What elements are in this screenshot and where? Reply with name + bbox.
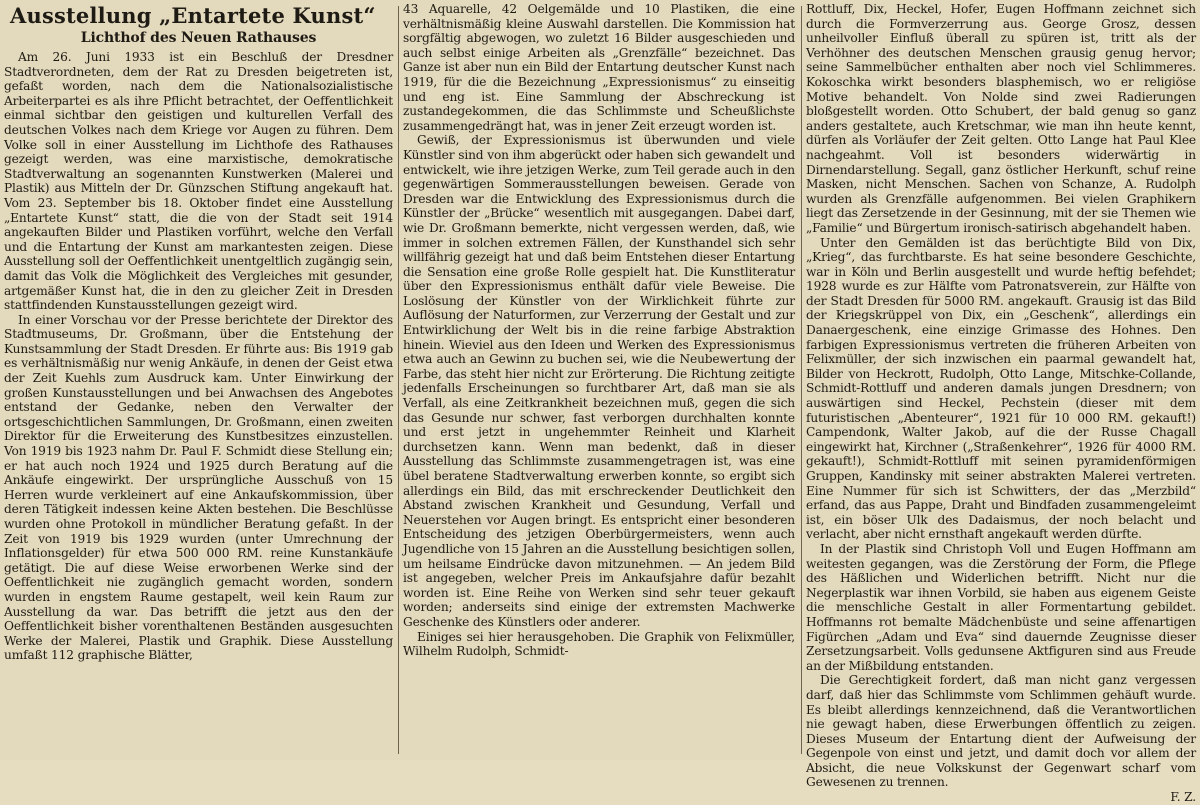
article-column-3 [806, 2, 1196, 805]
paragraph: Am 26. Juni 1933 ist ein Beschluß der Dresdner Stadtverordneten, dem der Rat zu Dresden beigetreten ist, gefaßt worden, nach dem die Nationalsozialistische Arbeiterpartei es als ihre Pflicht betrachtet, der Oeffentlichkeit einmal sichtbar den geistigen und kulturellen Verfall des deutschen Volkes nach dem Kriege vor Augen zu führen. Dem Volke soll in einer Ausstellung im Lichthofe des Rathauses gezeigt werden, was eine marxistische, demokratische Stadtverwaltung an sogenannten Kunstwerken (Malerei und Plastik) aus Mitteln der Dr. Günzschen Stiftung angekauft hat. Vom 23. September bis 18. Oktober findet eine Ausstellung „Entartete Kunst“ statt, die die von der Stadt seit 1914 angekauften Bilder und Plastiken vorführt, welche den Verfall und die Entartung der Kunst am markantesten zeigen. Diese Ausstellung soll der Oeffentlichkeit unentgeltlich zugängig sein, damit das Volk die Möglichkeit des Vergleiches mit gesunder, artgemäßer Kunst hat, die in den zu gleicher Zeit in Dresden stattfindenden Kunstausstellungen gezeigt wird. [4, 50, 393, 313]
article-column-2 [403, 2, 795, 760]
paragraph: In der Plastik sind Christoph Voll und Eugen Hoffmann am weitesten gegangen, was die Zerstörung der Form, die Pflege des Häßlichen und Widerlichen betrifft. Nicht nur die Negerplastik war ihnen Vorbild, sie haben aus eigenem Geiste die menschliche Gestalt in aller Formentartung gebildet. Hoffmanns rot bemalte Mädchenbüste und seine affenartigen Figürchen „Adam und Eva“ sind dauernde Zeugnisse dieser Zersetzungsarbeit. Volls gedunsene Aktfiguren sind aus Freude an der Mißbildung entstanden. [806, 541, 1196, 673]
paragraph: Die Gerechtigkeit fordert, daß man nicht ganz vergessen darf, daß hier das Schlimmste vom Schlimmen gehäuft wurde. Es bleibt allerdings kennzeichnend, daß die Verantwortlichen nie gewagt haben, diese Erwerbungen öffentlich zu zeigen. Dieses Museum der Entartung dient der Aufweisung der Gegenpole von einst und jetzt, und damit doch vor allem der Absicht, die neue Volkskunst der Gegenwart scharf vom Gewesenen zu trennen. [806, 673, 1196, 790]
column-divider [801, 6, 802, 754]
article-column-1 [4, 2, 393, 760]
article-subhead: Lichthof des Neuen Rathauses [80, 30, 317, 46]
column-divider [398, 6, 399, 754]
paragraph: Unter den Gemälden ist das berüchtigte Bild von Dix, „Krieg“, das furchtbarste. Es hat seine besondere Geschichte, war in Köln und Berlin ausgestellt und wurde heftig befehdet; 1928 wurde es zur Hälfte vom Patronatsverein, zur Hälfte von der Stadt Dresden für 5000 RM. angekauft. Grausig ist das Bild der Kriegskrüppel von Dix, ein „Geschenk“, allerdings ein Danaergeschenk, eine einzige Grimasse des Hohnes. Den farbigen Expressionismus vertreten die früheren Arbeiten von Felixmüller, der sich inzwischen ein paarmal gewandelt hat, Bilder von Heckrott, Rudolph, Otto Lange, Mitschke-Collande, Schmidt-Rottluff und anderen damals jungen Dresdnern; von auswärtigen sind Heckel, Pechstein (dieser mit dem futuristischen „Abenteurer“, 1921 für 10 000 RM. gekauft!) Campendonk, Walter Jakob, auf die der Russe Chagall eingewirkt hat, Kirchner („Straßenkehrer“, 1926 für 4000 RM. gekauft!), Schmidt-Rottluff mit seinen pyramidenförmigen Gruppen, Kandinsky mit seiner abstrakten Malerei vertreten. Eine Nummer für sich ist Schwitters, der das „Merzbild“ erfand, das aus Pappe, Draht und Bindfaden zusammengeleimt ist, ein böser Ulk des Dadaismus, der noch belacht und verlacht, aber nicht ernsthaft angekauft werden dürfte. [806, 235, 1196, 542]
author-signature: F. Z. [1170, 790, 1196, 805]
article-headline: Ausstellung „Entartete Kunst“ [10, 3, 376, 28]
paragraph: Einiges sei hier herausgehoben. Die Graphik von Felixmüller, Wilhelm Rudolph, Schmidt- [403, 629, 795, 659]
paragraph: Rottluff, Dix, Heckel, Hofer, Eugen Hoffmann zeichnet sich durch die Formverzerrung aus. George Grosz, dessen unheilvoller Einfluß überall zu spüren ist, tritt als der Verhöhner des deutschen Menschen grausig genug hervor; seine Sammelbücher enthalten aber noch viel Schlimmeres. Kokoschka wirkt besonders blasphemisch, wo er religiöse Motive behandelt. Von Nolde sind zwei Radierungen bloßgestellt worden. Otto Schubert, der bald genug so ganz anders gestaltete, auch Kretschmar, wie man ihn heute kennt, dürfen als Vorläufer der Zeit gelten. Otto Lange hat Paul Klee nachgeahmt. Voll ist besonders widerwärtig in Dirnendarstellung. Segall, ganz östlicher Herkunft, schuf reine Masken, nicht Menschen. Sachen von Schanze, A. Rudolph wurden als Grenzfälle aufgenommen. Bei vielen Graphikern liegt das Zersetzende in der Gesinnung, mit der sie Themen wie „Familie“ und Bürgertum ironisch-satirisch abgehandelt haben. [806, 2, 1196, 235]
paragraph: Gewiß, der Expressionismus ist überwunden und viele Künstler sind von ihm abgerückt oder haben sich gewandelt und entwickelt, wie ihre jetzigen Werke, zum Teil gerade auch in den gegenwärtigen Sommerausstellungen beweisen. Gerade von Dresden war die Entwicklung des Expressionismus durch die Künstler der „Brücke“ wesentlich mit ausgegangen. Dabei darf, wie Dr. Großmann bemerkte, nicht vergessen werden, daß, wie immer in solchen extremen Fällen, der Kunsthandel sich sehr willfährig gezeigt hat und daß beim Entstehen dieser Entartung die Sensation eine große Rolle gespielt hat. Die Kunstliteratur über den Expressionismus enthält dafür viele Beweise. Die Loslösung der Künstler von der Wirklichkeit führte zur Auflösung der Naturformen, zur Verzerrung der Gestalt und zur Entwirklichung der Welt bis in die reine farbige Abstraktion hinein. Wieviel aus den Ideen und Werken des Expressionismus etwa auch an Gewinn zu buchen sei, wie die Neubewertung der Farbe, das steht hier nicht zur Erörterung. Die Richtung zeitigte jedenfalls Erscheinungen so furchtbarer Art, daß man sie als Verfall, als eine Zeitkrankheit bezeichnen muß, gegen die sich das Gesunde nur schwer, fast verborgen durchhalten konnte und erst jetzt in ungehemmter Reinheit und Klarheit durchsetzen kann. Wenn man bedenkt, daß in dieser Ausstellung das Schlimmste zusammengetragen ist, was eine übel beratene Stadtverwaltung erwerben konnte, so ergibt sich allerdings ein Bild, das mit erschreckender Deutlichkeit den Abstand zwischen Krankheit und Gesundung, Verfall und Neuerstehen vor Augen bringt. Es entspricht einer besonderen Entscheidung des jetzigen Oberbürgermeisters, wenn auch Jugendliche von 15 Jahren an die Ausstellung besichtigen sollen, um heilsame Eindrücke davon mitzunehmen. — An jedem Bild ist angegeben, welcher Preis im Ankaufsjahre dafür bezahlt worden ist. Eine Reihe von Werken sind sehr teuer gekauft worden; anderseits sind einige der extremsten Machwerke Geschenke des Künstlers oder anderer. [403, 133, 795, 629]
paragraph: In einer Vorschau vor der Presse berichtete der Direktor des Stadtmuseums, Dr. Großmann, über die Entstehung der Kunstsammlung der Stadt Dresden. Er führte aus: Bis 1919 gab es verhältnismäßig nur wenig Ankäufe, in denen der Geist etwa der Zeit Kuehls zum Ausdruck kam. Unter Einwirkung der großen Kunstausstellungen und bei Anwachsen des Angebotes entstand der Gedanke, neben den Verwalter der ortsgeschichtlichen Sammlungen, Dr. Großmann, einen zweiten Direktor für die Erweiterung des Kunstbesitzes einzustellen. Von 1919 bis 1923 nahm Dr. Paul F. Schmidt diese Stellung ein; er hat auch noch 1924 und 1925 durch Beratung auf die Ankäufe eingewirkt. Der ursprüngliche Ausschuß von 15 Herren wurde verkleinert auf eine Ankaufskommission, über deren Tätigkeit indessen keine Akten bestehen. Die Beschlüsse wurden ohne Protokoll in mündlicher Beratung gefaßt. In der Zeit von 1919 bis 1929 wurden (unter Umrechnung der Inflationsgelder) für etwa 500 000 RM. reine Kunstankäufe getätigt. Die auf diese Weise erworbenen Werke sind der Oeffentlichkeit nie zugänglich gemacht worden, sondern wurden in engstem Raume gestapelt, weil kein Raum zur Ausstellung da war. Das betrifft die jetzt aus den der Oeffentlichkeit bisher vorenthaltenen Beständen ausgesuchten Werke der Malerei, Plastik und Graphik. Diese Ausstellung umfaßt 112 graphische Blätter, [4, 312, 393, 663]
paragraph: 43 Aquarelle, 42 Oelgemälde und 10 Plastiken, die eine verhältnismäßig kleine Auswahl darstellen. Die Kommission hat sorgfältig abgewogen, wo zuletzt 16 Bilder ausgeschieden und auch selbst einige Arbeiten als „Grenzfälle“ bezeichnet. Das Ganze ist aber nun ein Bild der Entartung deutscher Kunst nach 1919, für die die Bezeichnung „Expressionismus“ zu einseitig und eng ist. Eine Sammlung der Abschreckung ist zustandegekommen, die das Schlimmste und Scheußlichste zusammengedrängt hat, was in jener Zeit erzeugt worden ist. [403, 2, 795, 133]
